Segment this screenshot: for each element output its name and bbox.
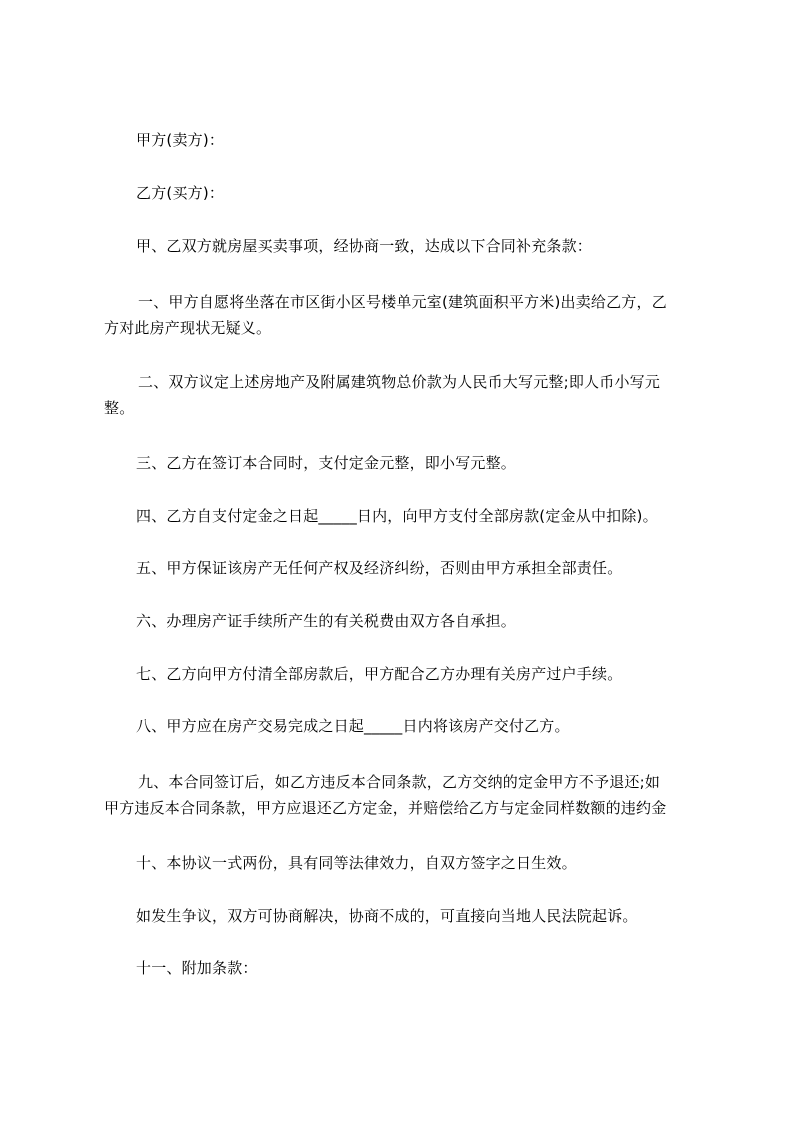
clause-9-line-1: 九、本合同签订后，如乙方违反本合同条款，乙方交纳的定金甲方不予退还;如 bbox=[138, 773, 661, 791]
clause-1-line-2: 方对此房产现状无疑义。 bbox=[104, 319, 272, 337]
clause-3: 三、乙方在签订本合同时，支付定金元整，即小写元整。 bbox=[136, 454, 517, 472]
clause-5: 五、甲方保证该房产无任何产权及经济纠纷，否则由甲方承担全部责任。 bbox=[136, 559, 623, 577]
clause-7: 七、乙方向甲方付清全部房款后，甲方配合乙方办理有关房产过户手续。 bbox=[136, 665, 623, 683]
clause-1-line-1: 一、甲方自愿将坐落在市区街小区号楼单元室(建筑面积平方米)出卖给乙方，乙 bbox=[138, 293, 667, 311]
clause-10: 十、本协议一式两份，具有同等法律效力，自双方签字之日生效。 bbox=[136, 854, 577, 872]
party-b-label: 乙方(买方)： bbox=[136, 184, 225, 202]
clause-4: 四、乙方自支付定金之日起_____日内，向甲方支付全部房款(定金从中扣除)。 bbox=[136, 507, 658, 525]
clause-8: 八、甲方应在房产交易完成之日起_____日内将该房产交付乙方。 bbox=[136, 717, 570, 735]
intro-paragraph: 甲、乙双方就房屋买卖事项，经协商一致，达成以下合同补充条款： bbox=[136, 237, 593, 255]
dispute-clause: 如发生争议，双方可协商解决，协商不成的，可直接向当地人民法院起诉。 bbox=[136, 907, 638, 925]
clause-9-line-2: 甲方违反本合同条款，甲方应退还乙方定金，并赔偿给乙方与定金同样数额的违约金 bbox=[104, 799, 667, 817]
party-a-label: 甲方(卖方)： bbox=[136, 131, 225, 149]
clause-11-heading: 十一、附加条款： bbox=[136, 959, 258, 977]
clause-2-line-1: 二、双方议定上述房地产及附属建筑物总价款为人民币大写元整;即人币小写元 bbox=[138, 373, 661, 391]
clause-2-line-2: 整。 bbox=[104, 399, 135, 417]
clause-6: 六、办理房产证手续所产生的有关税费由双方各自承担。 bbox=[136, 612, 517, 630]
